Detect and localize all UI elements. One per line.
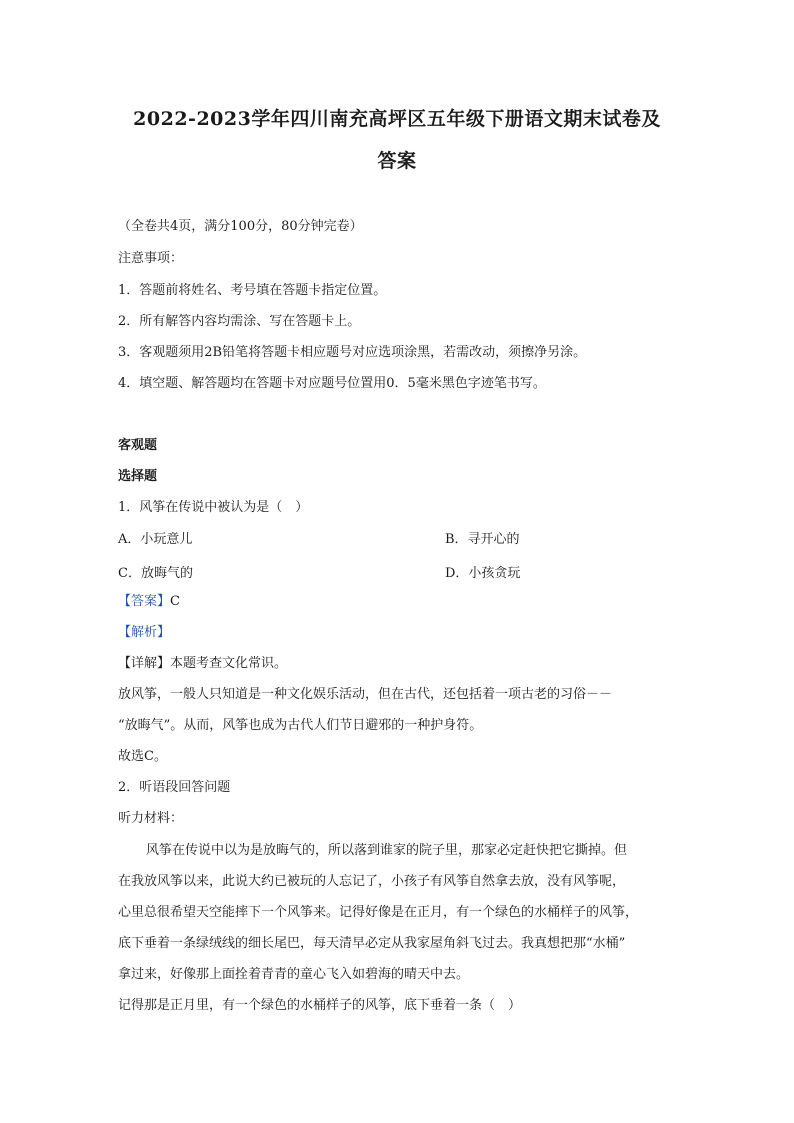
question-1-explanation: “放晦气”。从而，风筝也成为古代人们节日避邪的一种护身符。: [118, 718, 483, 733]
listening-material-line: 心里总很希望天空能摔下一个风筝来。记得好像是在正月，有一个绿色的水桶样子的风筝，: [118, 905, 639, 920]
listening-material-label: 听力材料：: [118, 811, 184, 826]
notice-item: 1．答题前将姓名、考号填在答题卡指定位置。: [118, 283, 387, 298]
listening-material-line: 在我放风筝以来，此说大约已被玩的人忘记了，小孩子有风筝自然拿去放，没有风筝呢，: [118, 874, 626, 889]
section-heading-choice: 选择题: [118, 469, 158, 484]
listening-material-line: 拿过来，好像那上面拴着青青的童心飞入如碧海的晴天中去。: [118, 967, 470, 982]
notice-item: 2．所有解答内容均需涂、写在答题卡上。: [118, 314, 361, 329]
question-2-stem: 2．听语段回答问题: [118, 780, 231, 795]
question-2-prompt: 记得那是正月里，有一个绿色的水桶样子的风筝，底下垂着一条（ ）: [118, 998, 522, 1013]
question-1-detail: 【详解】本题考查文化常识。: [118, 656, 288, 671]
question-1-conclusion: 故选C。: [118, 749, 167, 764]
question-1-explanation: 放风筝，一般人只知道是一种文化娱乐活动，但在古代，还包括着一项古老的习俗－－: [118, 687, 613, 702]
question-1-option-c: C．放晦气的: [118, 566, 193, 581]
section-heading-objective: 客观题: [118, 438, 158, 453]
question-1-stem: 1．风筝在传说中被认为是（ ）: [118, 500, 309, 515]
question-1-option-b: B．寻开心的: [445, 532, 520, 547]
notice-item: 4．填空题、解答题均在答题卡对应题号位置用0．5毫米黑色字迹笔书写。: [118, 376, 546, 391]
notice-item: 3．客观题须用2B铅笔将答题卡相应题号对应选项涂黑，若需改动，须擦净另涂。: [118, 345, 587, 360]
exam-meta: （全卷共4页，满分100分，80分钟完卷）: [118, 219, 363, 234]
listening-material-line: 底下垂着一条绿绒线的细长尾巴，每天清早必定从我家屋角斜飞过去。我真想把那“水桶”: [118, 936, 626, 951]
listening-material-line: 风筝在传说中以为是放晦气的，所以落到谁家的院子里，那家必定赶快把它撕掉。但: [146, 843, 628, 858]
document-title-line1: 2022-2023学年四川南充高坪区五年级下册语文期末试卷及: [133, 108, 661, 130]
question-1-option-d: D．小孩贪玩: [445, 566, 521, 581]
question-1-answer: [118, 594, 180, 610]
document-title-line2: 答案: [377, 150, 417, 172]
notice-title: 注意事项：: [118, 251, 184, 266]
answer-value: C: [170, 594, 180, 609]
answer-tag: 【答案】: [118, 594, 171, 609]
question-1-option-a: A．小玩意儿: [118, 532, 193, 547]
analysis-tag: 【解析】: [118, 625, 171, 640]
